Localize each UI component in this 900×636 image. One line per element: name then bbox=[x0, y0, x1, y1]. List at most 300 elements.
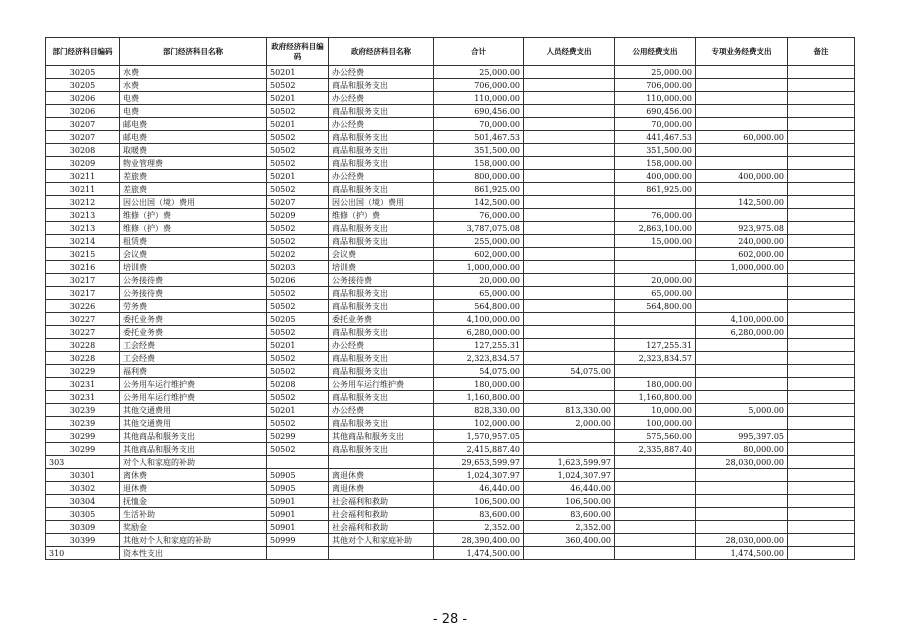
remarks-cell bbox=[788, 144, 855, 157]
dept-name-cell: 邮电费 bbox=[120, 118, 267, 131]
dept-code-cell: 30215 bbox=[46, 248, 120, 261]
gov-name-cell: 维修（护）费 bbox=[329, 209, 434, 222]
total-cell: 70,000.00 bbox=[434, 118, 524, 131]
public-cell: 76,000.00 bbox=[615, 209, 696, 222]
public-cell: 25,000.00 bbox=[615, 66, 696, 79]
personnel-cell bbox=[524, 300, 615, 313]
table-row bbox=[46, 287, 855, 300]
dept-name-cell: 电费 bbox=[120, 105, 267, 118]
remarks-cell bbox=[788, 482, 855, 495]
public-cell: 15,000.00 bbox=[615, 235, 696, 248]
table-row bbox=[46, 261, 855, 274]
gov-code-cell: 50502 bbox=[267, 105, 329, 118]
special-cell bbox=[696, 521, 788, 534]
dept-name-cell: 对个人和家庭的补助 bbox=[120, 456, 267, 469]
dept-code-cell: 30299 bbox=[46, 443, 120, 456]
public-cell: 1,160,800.00 bbox=[615, 391, 696, 404]
special-cell bbox=[696, 417, 788, 430]
special-cell bbox=[696, 118, 788, 131]
total-cell: 158,000.00 bbox=[434, 157, 524, 170]
header-public: 公用经费支出 bbox=[615, 38, 696, 66]
gov-name-cell: 委托业务费 bbox=[329, 313, 434, 326]
gov-code-cell: 50905 bbox=[267, 469, 329, 482]
table-row bbox=[46, 274, 855, 287]
header-remarks: 备注 bbox=[788, 38, 855, 66]
special-cell bbox=[696, 287, 788, 300]
dept-name-cell: 委托业务费 bbox=[120, 313, 267, 326]
gov-code-cell: 50905 bbox=[267, 482, 329, 495]
gov-name-cell: 办公经费 bbox=[329, 404, 434, 417]
gov-name-cell: 商品和服务支出 bbox=[329, 235, 434, 248]
dept-code-cell: 30217 bbox=[46, 274, 120, 287]
public-cell bbox=[615, 196, 696, 209]
total-cell: 106,500.00 bbox=[434, 495, 524, 508]
public-cell bbox=[615, 495, 696, 508]
remarks-cell bbox=[788, 66, 855, 79]
dept-code-cell: 30208 bbox=[46, 144, 120, 157]
personnel-cell bbox=[524, 79, 615, 92]
dept-code-cell: 30227 bbox=[46, 326, 120, 339]
personnel-cell: 360,400.00 bbox=[524, 534, 615, 547]
gov-code-cell: 50202 bbox=[267, 248, 329, 261]
gov-code-cell: 50502 bbox=[267, 235, 329, 248]
expenditure-table bbox=[45, 37, 855, 560]
table-row bbox=[46, 183, 855, 196]
dept-name-cell: 生活补助 bbox=[120, 508, 267, 521]
dept-code-cell: 30305 bbox=[46, 508, 120, 521]
public-cell bbox=[615, 326, 696, 339]
gov-code-cell: 50205 bbox=[267, 313, 329, 326]
gov-code-cell: 50502 bbox=[267, 131, 329, 144]
table-row bbox=[46, 313, 855, 326]
table-row bbox=[46, 430, 855, 443]
public-cell: 351,500.00 bbox=[615, 144, 696, 157]
public-cell: 70,000.00 bbox=[615, 118, 696, 131]
total-cell: 2,352.00 bbox=[434, 521, 524, 534]
dept-name-cell: 离休费 bbox=[120, 469, 267, 482]
header-gov-name: 政府经济科目名称 bbox=[329, 38, 434, 66]
dept-name-cell: 退休费 bbox=[120, 482, 267, 495]
remarks-cell bbox=[788, 352, 855, 365]
total-cell: 1,570,957.05 bbox=[434, 430, 524, 443]
table-row bbox=[46, 495, 855, 508]
table-row bbox=[46, 326, 855, 339]
table-row bbox=[46, 196, 855, 209]
dept-name-cell: 其他商品和服务支出 bbox=[120, 443, 267, 456]
special-cell: 28,030,000.00 bbox=[696, 456, 788, 469]
table-row bbox=[46, 365, 855, 378]
dept-name-cell: 公务用车运行维护费 bbox=[120, 391, 267, 404]
gov-name-cell: 商品和服务支出 bbox=[329, 131, 434, 144]
gov-code-cell: 50502 bbox=[267, 300, 329, 313]
dept-name-cell: 其他商品和服务支出 bbox=[120, 430, 267, 443]
public-cell bbox=[615, 482, 696, 495]
personnel-cell bbox=[524, 235, 615, 248]
dept-name-cell: 抚恤金 bbox=[120, 495, 267, 508]
table-row bbox=[46, 157, 855, 170]
special-cell bbox=[696, 365, 788, 378]
gov-name-cell: 社会福利和救助 bbox=[329, 508, 434, 521]
total-cell: 1,474,500.00 bbox=[434, 547, 524, 560]
total-cell: 800,000.00 bbox=[434, 170, 524, 183]
total-cell: 255,000.00 bbox=[434, 235, 524, 248]
public-cell: 10,000.00 bbox=[615, 404, 696, 417]
total-cell: 25,000.00 bbox=[434, 66, 524, 79]
gov-name-cell: 因公出国（境）费用 bbox=[329, 196, 434, 209]
table-row bbox=[46, 144, 855, 157]
public-cell: 2,335,887.40 bbox=[615, 443, 696, 456]
personnel-cell bbox=[524, 248, 615, 261]
dept-code-cell: 30207 bbox=[46, 131, 120, 144]
dept-name-cell: 公务用车运行维护费 bbox=[120, 378, 267, 391]
gov-code-cell: 50502 bbox=[267, 352, 329, 365]
personnel-cell bbox=[524, 222, 615, 235]
public-cell bbox=[615, 456, 696, 469]
dept-name-cell: 资本性支出 bbox=[120, 547, 267, 560]
gov-name-cell: 办公经费 bbox=[329, 339, 434, 352]
dept-code-cell: 30211 bbox=[46, 170, 120, 183]
table-row bbox=[46, 248, 855, 261]
personnel-cell bbox=[524, 105, 615, 118]
table-row bbox=[46, 170, 855, 183]
gov-code-cell: 50201 bbox=[267, 404, 329, 417]
special-cell: 240,000.00 bbox=[696, 235, 788, 248]
dept-code-cell: 30214 bbox=[46, 235, 120, 248]
remarks-cell bbox=[788, 248, 855, 261]
special-cell: 923,975.08 bbox=[696, 222, 788, 235]
total-cell: 127,255.31 bbox=[434, 339, 524, 352]
personnel-cell bbox=[524, 287, 615, 300]
gov-code-cell: 50201 bbox=[267, 339, 329, 352]
remarks-cell bbox=[788, 287, 855, 300]
special-cell bbox=[696, 391, 788, 404]
dept-name-cell: 会议费 bbox=[120, 248, 267, 261]
public-cell bbox=[615, 365, 696, 378]
special-cell bbox=[696, 157, 788, 170]
gov-name-cell: 办公经费 bbox=[329, 118, 434, 131]
total-cell: 110,000.00 bbox=[434, 92, 524, 105]
gov-name-cell: 公务用车运行维护费 bbox=[329, 378, 434, 391]
personnel-cell bbox=[524, 118, 615, 131]
total-cell: 46,440.00 bbox=[434, 482, 524, 495]
gov-code-cell bbox=[267, 547, 329, 560]
gov-code-cell: 50502 bbox=[267, 157, 329, 170]
gov-name-cell: 办公经费 bbox=[329, 66, 434, 79]
remarks-cell bbox=[788, 222, 855, 235]
header-total: 合计 bbox=[434, 38, 524, 66]
personnel-cell: 46,440.00 bbox=[524, 482, 615, 495]
personnel-cell bbox=[524, 326, 615, 339]
table-row bbox=[46, 235, 855, 248]
dept-code-cell: 30206 bbox=[46, 105, 120, 118]
public-cell: 441,467.53 bbox=[615, 131, 696, 144]
personnel-cell: 106,500.00 bbox=[524, 495, 615, 508]
remarks-cell bbox=[788, 443, 855, 456]
personnel-cell bbox=[524, 183, 615, 196]
public-cell: 706,000.00 bbox=[615, 79, 696, 92]
special-cell: 400,000.00 bbox=[696, 170, 788, 183]
gov-code-cell: 50201 bbox=[267, 118, 329, 131]
total-cell: 142,500.00 bbox=[434, 196, 524, 209]
public-cell bbox=[615, 508, 696, 521]
remarks-cell bbox=[788, 131, 855, 144]
total-cell: 29,653,599.97 bbox=[434, 456, 524, 469]
remarks-cell bbox=[788, 157, 855, 170]
public-cell: 100,000.00 bbox=[615, 417, 696, 430]
gov-name-cell: 离退休费 bbox=[329, 482, 434, 495]
gov-name-cell: 商品和服务支出 bbox=[329, 183, 434, 196]
special-cell: 5,000.00 bbox=[696, 404, 788, 417]
public-cell: 690,456.00 bbox=[615, 105, 696, 118]
total-cell: 180,000.00 bbox=[434, 378, 524, 391]
total-cell: 351,500.00 bbox=[434, 144, 524, 157]
public-cell bbox=[615, 521, 696, 534]
personnel-cell: 2,352.00 bbox=[524, 521, 615, 534]
gov-name-cell: 商品和服务支出 bbox=[329, 365, 434, 378]
table-row bbox=[46, 131, 855, 144]
table-row bbox=[46, 118, 855, 131]
dept-code-cell: 30304 bbox=[46, 495, 120, 508]
special-cell bbox=[696, 339, 788, 352]
gov-name-cell: 培训费 bbox=[329, 261, 434, 274]
dept-code-cell: 310 bbox=[46, 547, 120, 560]
total-cell: 1,160,800.00 bbox=[434, 391, 524, 404]
dept-name-cell: 邮电费 bbox=[120, 131, 267, 144]
gov-name-cell: 公务接待费 bbox=[329, 274, 434, 287]
gov-code-cell: 50502 bbox=[267, 144, 329, 157]
table-row bbox=[46, 521, 855, 534]
dept-code-cell: 30209 bbox=[46, 157, 120, 170]
personnel-cell: 1,623,599.97 bbox=[524, 456, 615, 469]
public-cell bbox=[615, 547, 696, 560]
remarks-cell bbox=[788, 300, 855, 313]
public-cell: 564,800.00 bbox=[615, 300, 696, 313]
public-cell bbox=[615, 248, 696, 261]
table-row bbox=[46, 378, 855, 391]
personnel-cell bbox=[524, 261, 615, 274]
personnel-cell bbox=[524, 391, 615, 404]
gov-code-cell: 50201 bbox=[267, 170, 329, 183]
gov-name-cell: 办公经费 bbox=[329, 92, 434, 105]
dept-code-cell: 30299 bbox=[46, 430, 120, 443]
public-cell bbox=[615, 469, 696, 482]
table-row bbox=[46, 417, 855, 430]
remarks-cell bbox=[788, 105, 855, 118]
gov-code-cell: 50502 bbox=[267, 417, 329, 430]
table-row bbox=[46, 300, 855, 313]
dept-name-cell: 水费 bbox=[120, 79, 267, 92]
gov-code-cell: 50209 bbox=[267, 209, 329, 222]
table-row bbox=[46, 443, 855, 456]
dept-name-cell: 培训费 bbox=[120, 261, 267, 274]
dept-code-cell: 30213 bbox=[46, 222, 120, 235]
gov-name-cell: 办公经费 bbox=[329, 170, 434, 183]
gov-name-cell: 商品和服务支出 bbox=[329, 443, 434, 456]
total-cell: 76,000.00 bbox=[434, 209, 524, 222]
remarks-cell bbox=[788, 495, 855, 508]
gov-code-cell: 50201 bbox=[267, 66, 329, 79]
public-cell: 20,000.00 bbox=[615, 274, 696, 287]
remarks-cell bbox=[788, 118, 855, 131]
dept-name-cell: 维修（护）费 bbox=[120, 222, 267, 235]
remarks-cell bbox=[788, 274, 855, 287]
gov-name-cell: 商品和服务支出 bbox=[329, 287, 434, 300]
remarks-cell bbox=[788, 391, 855, 404]
remarks-cell bbox=[788, 209, 855, 222]
personnel-cell bbox=[524, 339, 615, 352]
special-cell bbox=[696, 469, 788, 482]
public-cell: 400,000.00 bbox=[615, 170, 696, 183]
gov-code-cell: 50206 bbox=[267, 274, 329, 287]
table-body bbox=[46, 66, 855, 560]
special-cell: 142,500.00 bbox=[696, 196, 788, 209]
personnel-cell bbox=[524, 66, 615, 79]
table-row bbox=[46, 105, 855, 118]
dept-name-cell: 水费 bbox=[120, 66, 267, 79]
gov-code-cell: 50203 bbox=[267, 261, 329, 274]
gov-name-cell: 商品和服务支出 bbox=[329, 300, 434, 313]
total-cell: 2,323,834.57 bbox=[434, 352, 524, 365]
dept-code-cell: 30309 bbox=[46, 521, 120, 534]
total-cell: 3,787,075.08 bbox=[434, 222, 524, 235]
remarks-cell bbox=[788, 534, 855, 547]
dept-code-cell: 30227 bbox=[46, 313, 120, 326]
total-cell: 20,000.00 bbox=[434, 274, 524, 287]
gov-name-cell: 其他商品和服务支出 bbox=[329, 430, 434, 443]
gov-code-cell: 50502 bbox=[267, 391, 329, 404]
remarks-cell bbox=[788, 417, 855, 430]
header-dept-code: 部门经济科目编码 bbox=[46, 38, 120, 66]
personnel-cell bbox=[524, 430, 615, 443]
table-row bbox=[46, 391, 855, 404]
remarks-cell bbox=[788, 79, 855, 92]
remarks-cell bbox=[788, 326, 855, 339]
dept-code-cell: 30211 bbox=[46, 183, 120, 196]
personnel-cell: 83,600.00 bbox=[524, 508, 615, 521]
table-row bbox=[46, 508, 855, 521]
personnel-cell bbox=[524, 144, 615, 157]
gov-code-cell: 50502 bbox=[267, 222, 329, 235]
gov-name-cell: 商品和服务支出 bbox=[329, 144, 434, 157]
table-row bbox=[46, 482, 855, 495]
header-dept-name: 部门经济科目名称 bbox=[120, 38, 267, 66]
remarks-cell bbox=[788, 430, 855, 443]
dept-name-cell: 租赁费 bbox=[120, 235, 267, 248]
dept-code-cell: 30229 bbox=[46, 365, 120, 378]
header-personnel: 人员经费支出 bbox=[524, 38, 615, 66]
public-cell: 180,000.00 bbox=[615, 378, 696, 391]
gov-code-cell: 50207 bbox=[267, 196, 329, 209]
dept-code-cell: 30226 bbox=[46, 300, 120, 313]
special-cell bbox=[696, 92, 788, 105]
personnel-cell bbox=[524, 157, 615, 170]
total-cell: 861,925.00 bbox=[434, 183, 524, 196]
total-cell: 690,456.00 bbox=[434, 105, 524, 118]
gov-name-cell: 社会福利和救助 bbox=[329, 495, 434, 508]
dept-name-cell: 劳务费 bbox=[120, 300, 267, 313]
public-cell bbox=[615, 313, 696, 326]
table-header-row bbox=[46, 38, 855, 66]
special-cell bbox=[696, 352, 788, 365]
remarks-cell bbox=[788, 547, 855, 560]
gov-code-cell: 50299 bbox=[267, 430, 329, 443]
gov-code-cell: 50502 bbox=[267, 365, 329, 378]
dept-code-cell: 30399 bbox=[46, 534, 120, 547]
public-cell bbox=[615, 261, 696, 274]
personnel-cell bbox=[524, 274, 615, 287]
personnel-cell: 2,000.00 bbox=[524, 417, 615, 430]
personnel-cell bbox=[524, 131, 615, 144]
public-cell: 2,323,834.57 bbox=[615, 352, 696, 365]
dept-name-cell: 差旅费 bbox=[120, 183, 267, 196]
special-cell bbox=[696, 66, 788, 79]
dept-name-cell: 差旅费 bbox=[120, 170, 267, 183]
total-cell: 1,000,000.00 bbox=[434, 261, 524, 274]
total-cell: 1,024,307.97 bbox=[434, 469, 524, 482]
gov-name-cell: 商品和服务支出 bbox=[329, 352, 434, 365]
table-row bbox=[46, 352, 855, 365]
special-cell bbox=[696, 274, 788, 287]
gov-code-cell: 50502 bbox=[267, 79, 329, 92]
special-cell bbox=[696, 508, 788, 521]
dept-name-cell: 其他交通费用 bbox=[120, 417, 267, 430]
dept-name-cell: 其他对个人和家庭的补助 bbox=[120, 534, 267, 547]
table-row bbox=[46, 92, 855, 105]
table-row bbox=[46, 209, 855, 222]
table-row bbox=[46, 534, 855, 547]
gov-name-cell: 商品和服务支出 bbox=[329, 222, 434, 235]
dept-name-cell: 公务接待费 bbox=[120, 287, 267, 300]
remarks-cell bbox=[788, 196, 855, 209]
remarks-cell bbox=[788, 508, 855, 521]
total-cell: 2,415,887.40 bbox=[434, 443, 524, 456]
dept-name-cell: 奖励金 bbox=[120, 521, 267, 534]
special-cell bbox=[696, 79, 788, 92]
table-row bbox=[46, 404, 855, 417]
public-cell: 65,000.00 bbox=[615, 287, 696, 300]
remarks-cell bbox=[788, 183, 855, 196]
dept-code-cell: 30228 bbox=[46, 352, 120, 365]
remarks-cell bbox=[788, 365, 855, 378]
personnel-cell bbox=[524, 443, 615, 456]
remarks-cell bbox=[788, 378, 855, 391]
special-cell bbox=[696, 209, 788, 222]
personnel-cell bbox=[524, 352, 615, 365]
gov-name-cell bbox=[329, 456, 434, 469]
gov-name-cell: 其他对个人和家庭补助 bbox=[329, 534, 434, 547]
personnel-cell bbox=[524, 313, 615, 326]
public-cell: 158,000.00 bbox=[615, 157, 696, 170]
special-cell bbox=[696, 378, 788, 391]
total-cell: 65,000.00 bbox=[434, 287, 524, 300]
dept-name-cell: 工会经费 bbox=[120, 352, 267, 365]
public-cell: 110,000.00 bbox=[615, 92, 696, 105]
total-cell: 564,800.00 bbox=[434, 300, 524, 313]
dept-code-cell: 30217 bbox=[46, 287, 120, 300]
gov-code-cell: 50901 bbox=[267, 521, 329, 534]
total-cell: 6,280,000.00 bbox=[434, 326, 524, 339]
personnel-cell bbox=[524, 547, 615, 560]
remarks-cell bbox=[788, 261, 855, 274]
personnel-cell bbox=[524, 92, 615, 105]
special-cell: 4,100,000.00 bbox=[696, 313, 788, 326]
special-cell bbox=[696, 300, 788, 313]
dept-code-cell: 303 bbox=[46, 456, 120, 469]
table-row bbox=[46, 79, 855, 92]
dept-code-cell: 30302 bbox=[46, 482, 120, 495]
special-cell: 1,000,000.00 bbox=[696, 261, 788, 274]
dept-code-cell: 30207 bbox=[46, 118, 120, 131]
